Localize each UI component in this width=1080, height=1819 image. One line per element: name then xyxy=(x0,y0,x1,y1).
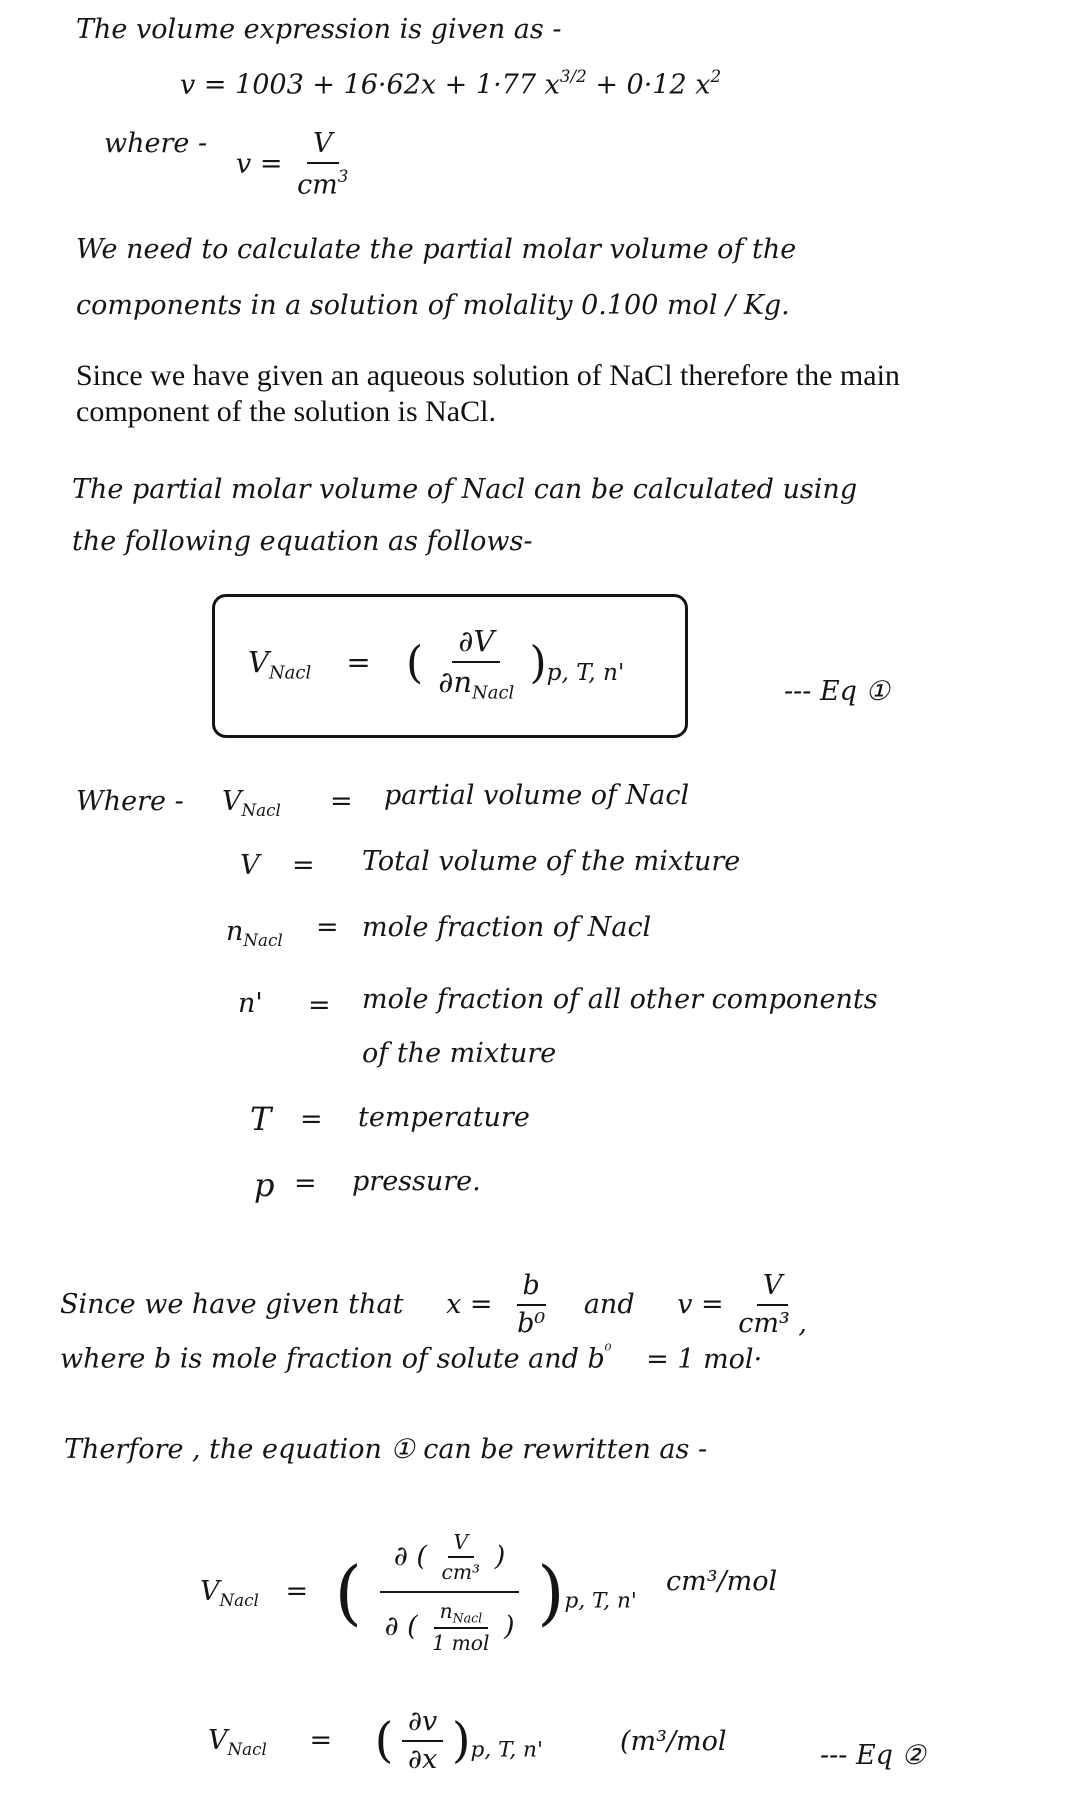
since-line-2 xyxy=(60,1340,762,1376)
therefore-line: Therfore , the equation ① can be rewritten as - xyxy=(64,1434,708,1465)
equation-2b: $V_{Nacl}$ = ( $\frac{\partial v}{\partial x}$ )$_{p, T, n'}$ xyxy=(208,1706,543,1776)
since-and: and xyxy=(583,1288,635,1320)
since-v-num: V xyxy=(757,1270,789,1306)
since-v-den: cm³ , xyxy=(738,1308,807,1340)
typed-paragraph: Since we have given an aqueous solution of NaCl therefore the main component of the solution is NaCl. xyxy=(76,359,900,428)
where-row-sym: T xyxy=(250,1100,272,1138)
since-x-num: b xyxy=(517,1270,546,1306)
eq2a-num: ∂ ( $\frac{V}{\text{cm³}}$ ) xyxy=(380,1530,519,1593)
eq1-equals: = xyxy=(346,644,371,679)
where-def-fraction xyxy=(291,128,354,202)
eq2a-den: ∂ ( $\frac{n_{Nacl}}{\text{1 mol}}$ ) xyxy=(384,1598,515,1656)
where-def-num: V xyxy=(307,128,339,164)
eq2b-unit: (m³/mol xyxy=(620,1726,727,1757)
eq2b-fraction xyxy=(402,1706,443,1777)
eq2a-lhs: $V_{Nacl}$ xyxy=(200,1576,259,1611)
since-line-2-value: = 1 mol· xyxy=(646,1343,763,1375)
where-row-eq: = xyxy=(300,1104,323,1135)
need-line-1: We need to calculate the partial molar volume of the xyxy=(76,234,797,265)
eq1-fraction xyxy=(432,624,520,704)
since-line-2-sup: ⁰ xyxy=(604,1340,612,1360)
eq2b-num: ∂v xyxy=(402,1706,443,1742)
where-row-desc: mole fraction of Nacl xyxy=(362,912,652,943)
eq1-den: $\partial n_{Nacl}$ xyxy=(438,664,515,704)
volume-equation: v = 1003 + 16·62x + 1·77 $x^{3/2} + 0\cdot 12$ $x^2$ xyxy=(180,66,722,101)
partial-line-1: The partial molar volume of Nacl can be calculated using xyxy=(72,474,858,505)
where-label: Where - xyxy=(76,786,184,817)
volume-eq-rhs-mid: + 0·12 x xyxy=(586,69,711,101)
where-row-sym: p xyxy=(254,1166,275,1204)
eq2a-unit: cm³/mol xyxy=(666,1566,778,1597)
where-row-eq: = xyxy=(308,990,331,1021)
eq2b-lhs: $V_{Nacl}$ xyxy=(208,1724,267,1759)
where-row-sym: V xyxy=(240,850,260,881)
since-text: Since we have given that xyxy=(60,1288,404,1320)
where-def-den: $cm^3$ xyxy=(297,166,349,202)
equation-1: $V_{Nacl}$ = ( $\frac{\partial V}{\partial n_{Nacl}}$ )$_{p, T, n'}$ xyxy=(248,624,625,704)
where-row-sym: $V_{Nacl}$ xyxy=(222,786,281,820)
eq1-conditions: p, T, n' xyxy=(546,658,625,686)
where-row-eq: = xyxy=(316,912,339,943)
eq2b-conditions: p, T, n' xyxy=(470,1737,543,1763)
volume-eq-exp2: 2 xyxy=(710,66,722,86)
where-row-desc: temperature xyxy=(358,1102,530,1133)
since-x-fraction xyxy=(511,1270,551,1341)
need-line-2: components in a solution of molality 0.100 mol / Kg. xyxy=(76,290,790,321)
where-definition xyxy=(236,128,354,202)
eq2a-fraction xyxy=(371,1530,529,1655)
where-row-desc: of the mixture xyxy=(362,1038,557,1069)
since-v-eq: v = xyxy=(677,1288,724,1320)
where-row-desc: pressure. xyxy=(352,1166,481,1197)
where-row-desc: Total volume of the mixture xyxy=(362,846,741,877)
eq1-tag: --- Eq ① xyxy=(784,676,890,707)
since-x-den: b⁰ xyxy=(517,1308,546,1340)
since-line-1 xyxy=(60,1270,813,1341)
equation-2a: $V_{Nacl}$ = ( ∂ ( $\frac{V}{\text{cm³}}$ ) ∂ ( $\frac{n_{Nacl}}{\text{1 mol}}$ ) )$_{p, T, n'}$ xyxy=(200,1530,637,1656)
where-label-intro: where - xyxy=(104,128,208,159)
where-row-sym: $n_{Nacl}$ xyxy=(226,916,283,950)
volume-eq-exp1: 3/2 xyxy=(559,66,587,86)
eq2b-tag: --- Eq ② xyxy=(820,1740,926,1771)
intro-line: The volume expression is given as - xyxy=(76,14,562,45)
eq1-lhs: $V_{Nacl}$ xyxy=(248,644,312,684)
partial-line-2: the following equation as follows- xyxy=(72,526,533,557)
where-def-lhs: v = xyxy=(236,148,283,180)
volume-eq-rhs-prefix: 1003 + 16·62x + 1·77 x xyxy=(235,69,560,101)
where-row-eq: = xyxy=(292,850,315,881)
where-row-eq: = xyxy=(330,786,353,817)
since-line-2-text: where b is mole fraction of solute and b xyxy=(60,1343,605,1375)
where-row-desc: partial volume of Nacl xyxy=(384,780,690,811)
eq2a-conditions: p, T, n' xyxy=(564,1588,637,1614)
where-row-desc: mole fraction of all other components xyxy=(362,984,878,1015)
since-v-fraction xyxy=(732,1270,813,1341)
eq2b-equals: = xyxy=(309,1724,333,1756)
volume-eq-lhs: v xyxy=(180,69,196,101)
eq2a-equals: = xyxy=(285,1576,309,1608)
eq2b-den: ∂x xyxy=(408,1744,438,1776)
eq1-num: ∂V xyxy=(452,624,500,663)
since-x-eq: x = xyxy=(446,1288,493,1320)
where-row-sym: n' xyxy=(238,988,263,1019)
where-row-eq: = xyxy=(294,1168,317,1199)
